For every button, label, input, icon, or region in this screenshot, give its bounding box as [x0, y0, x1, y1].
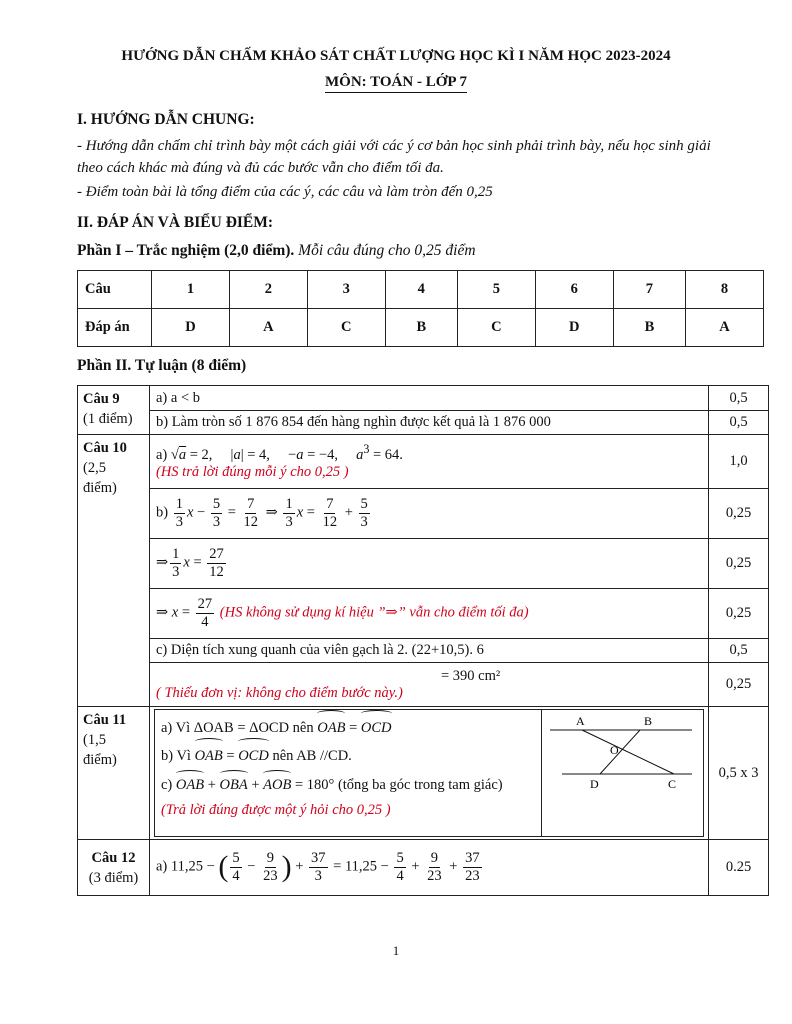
general-line2: - Điểm toàn bài là tổng điểm của các ý, các câu và làm tròn đến 0,25 — [77, 184, 493, 200]
mcq-key: D — [152, 309, 230, 347]
q10-a-answer — [150, 435, 709, 489]
q11-figure-cell — [541, 710, 703, 837]
mcq-question-row — [78, 271, 764, 309]
q10-c-result-cell — [150, 663, 709, 707]
label-d: D — [589, 777, 599, 791]
q10-c-note: ( Thiếu đơn vị: không cho điểm bước này.) — [156, 684, 403, 701]
q11-inner-table — [154, 709, 704, 837]
q10-b3-note: (HS không sử dụng kí hiệu ”⇒” vẫn cho điểm tối đa) — [219, 604, 529, 621]
q11-answer-text — [155, 710, 542, 837]
segment-ac — [582, 730, 674, 774]
q12-row — [78, 840, 769, 896]
mcq-row-label: Đáp án — [78, 309, 152, 347]
essay-answer-table — [77, 385, 769, 896]
q10-b-step3: ⇒ x = $\frac{27}{4}$ (HS không sử dụng kí hiệu ”⇒” vẫn cho điểm tối đa) — [150, 589, 709, 639]
q10-c-result: = 390 cm² — [441, 667, 501, 684]
geometry-figure — [542, 710, 702, 836]
q10-b-step2: ⇒ $\frac{1}{3}$ x = $\frac{27}{12}$ — [150, 539, 709, 589]
mcq-key-row — [78, 309, 764, 347]
q10-row-b1 — [78, 489, 769, 539]
document-title: HƯỚNG DẪN CHẤM KHẢO SÁT CHẤT LƯỢNG HỌC KÌ I NĂM HỌC 2023-2024 — [121, 48, 671, 64]
mcq-question: 5 — [457, 271, 535, 309]
q11-note: (Trả lời đúng được một ý hỏi cho 0,25 ) — [161, 802, 391, 818]
q10-c-answer: c) Diện tích xung quanh của viên gạch là 2. (22+10,5). 6 — [150, 639, 709, 663]
q10-a-formula: a) √a = 2, |a| = 4, −a = −4, $a^3 = 64$. — [156, 442, 403, 463]
q9-row-b — [78, 411, 769, 435]
label-c: C — [667, 777, 676, 791]
label-b: B — [643, 714, 652, 728]
mcq-key: D — [535, 309, 613, 347]
mcq-question: 4 — [385, 271, 457, 309]
q9-a-answer: a) a < b — [150, 386, 709, 411]
q11-answer-cell — [150, 707, 709, 840]
mcq-question: 1 — [152, 271, 230, 309]
q10-row-a — [78, 435, 769, 489]
q10-row-b2 — [78, 539, 769, 589]
q9-b-score: 0,5 — [709, 411, 769, 435]
mcq-key: B — [613, 309, 685, 347]
mcq-key: A — [229, 309, 307, 347]
mcq-key: C — [307, 309, 385, 347]
mcq-key: A — [686, 309, 764, 347]
q12-score: 0.25 — [709, 840, 769, 896]
q10-row-c1 — [78, 639, 769, 663]
q10-row-b3 — [78, 589, 769, 639]
part1-heading: Phần I – Trắc nghiệm (2,0 điểm). Mỗi câu đúng cho 0,25 điểm — [77, 242, 476, 259]
q10-b3-score: 0,25 — [709, 589, 769, 639]
q10-c2-score: 0,25 — [709, 663, 769, 707]
document-subject: MÔN: TOÁN - LỚP 7 — [0, 74, 792, 93]
general-heading: I. HƯỚNG DẪN CHUNG: — [77, 111, 255, 128]
q11-a: a) Vì ΔOAB = ΔOCD nên OAB = OCD — [161, 714, 535, 742]
q10-b-step1: b) $\frac{1}{3}$ x − $\frac{5}{3}$ = $\frac{7}{12}$ ⇒ $\frac{1}{3}$ x = $\frac{7}{12}$ + $\frac{5}{3}$ — [150, 489, 709, 539]
q11-c: c) OAB + OBA + AOB = 180° (tổng ba góc trong tam giác) — [161, 770, 535, 796]
label-o: O — [609, 743, 619, 757]
label-a: A — [575, 714, 585, 728]
q10-c-score: 0,5 — [709, 639, 769, 663]
mcq-answer-table — [77, 270, 764, 347]
mcq-question: 6 — [535, 271, 613, 309]
mcq-key: C — [457, 309, 535, 347]
q10-row-c2 — [78, 663, 769, 707]
q11-row — [78, 707, 769, 840]
q12-label-cell: Câu 12 (3 điểm) — [78, 840, 150, 896]
mcq-question: 3 — [307, 271, 385, 309]
q10-a-note: (HS trả lời đúng mỗi ý cho 0,25 ) — [156, 463, 349, 480]
mcq-row-label: Câu — [78, 271, 152, 309]
mcq-key: B — [385, 309, 457, 347]
mcq-question: 7 — [613, 271, 685, 309]
q10-a-score: 1,0 — [709, 435, 769, 489]
q11-b: b) Vì OAB = OCD nên AB //CD. — [161, 742, 535, 770]
q12-a-answer: a) 11,25 − ( $\frac{5}{4}$ − $\frac{9}{23}$ ) + $\frac{37}{3}$ = 11,25 − $\frac{5}{4}$ + $\frac{9}{23}$ + $\frac{37}{23}$ — [150, 840, 709, 896]
q9-b-answer: b) Làm tròn số 1 876 854 đến hàng nghìn được kết quả là 1 876 000 — [150, 411, 709, 435]
q11-label-cell: Câu 11 (1,5 điểm) — [78, 707, 150, 840]
q9-row-a — [78, 386, 769, 411]
mcq-question: 2 — [229, 271, 307, 309]
q10-b2-score: 0,25 — [709, 539, 769, 589]
part2-heading: Phần II. Tự luận (8 điểm) — [77, 357, 247, 374]
q9-a-score: 0,5 — [709, 386, 769, 411]
answers-heading: II. ĐÁP ÁN VÀ BIỂU ĐIỂM: — [77, 214, 274, 231]
q10-b1-score: 0,25 — [709, 489, 769, 539]
segment-bd — [600, 730, 640, 774]
general-line1: - Hướng dẫn chấm chỉ trình bày một cách giải với các ý cơ bản học sinh phải trình bày, nếu học sinh giải theo cách khác mà đúng và đủ các bước vẫn cho điểm tối đa. — [77, 138, 711, 176]
page-number: 1 — [392, 943, 400, 958]
q11-score: 0,5 x 3 — [709, 707, 769, 840]
mcq-question: 8 — [686, 271, 764, 309]
q9-label-cell: Câu 9 (1 điểm) — [78, 386, 150, 435]
q10-label-cell: Câu 10 (2,5 điểm) — [78, 435, 150, 707]
